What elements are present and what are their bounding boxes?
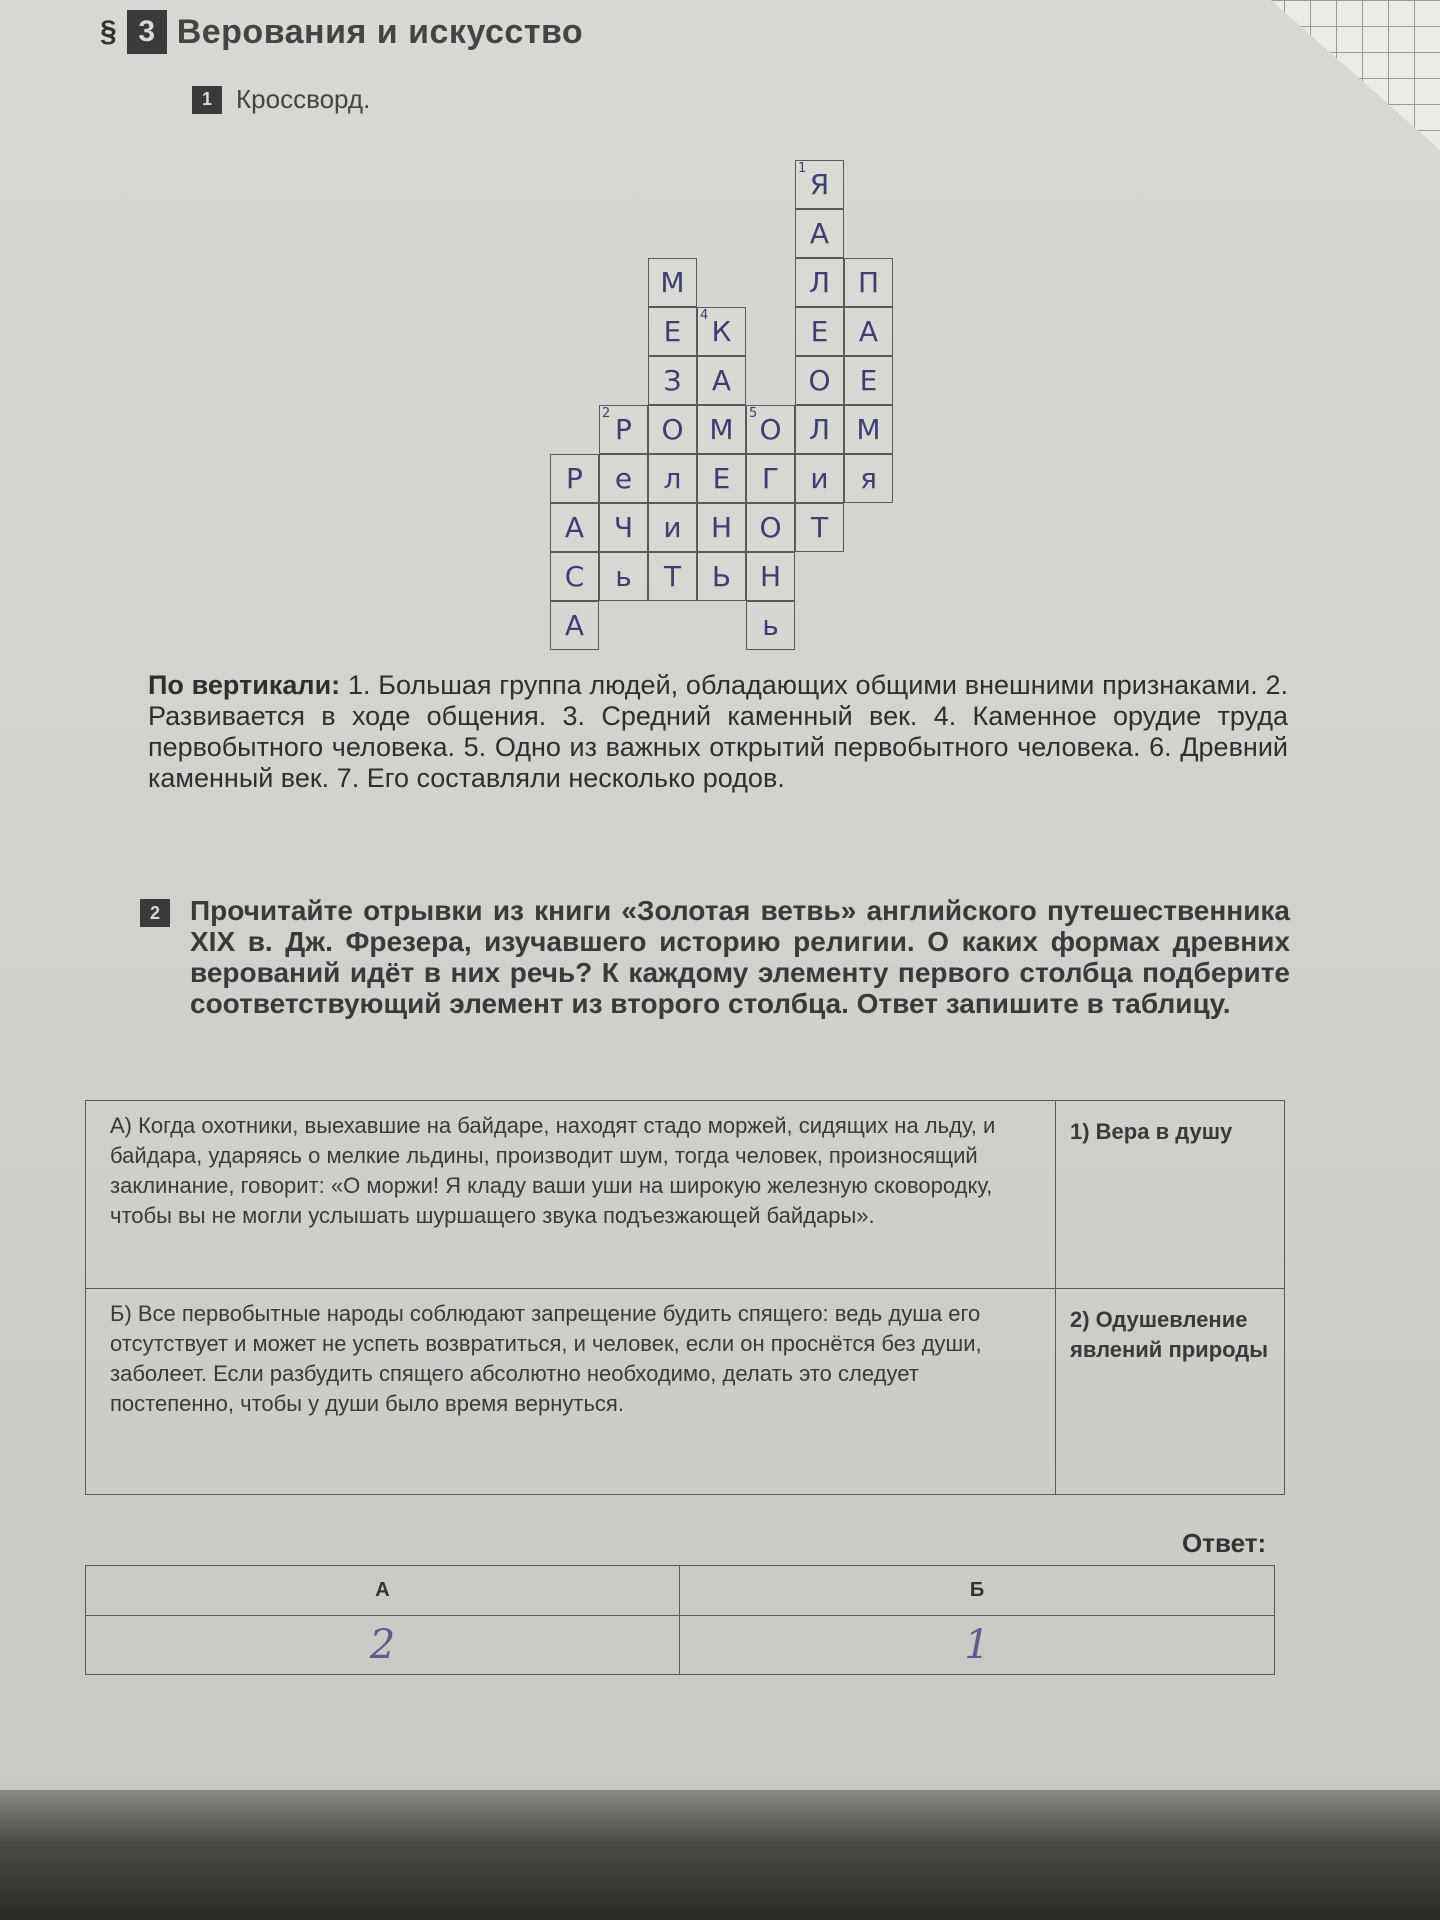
crossword-grid bbox=[550, 160, 930, 660]
crossword-letter: З bbox=[663, 364, 682, 397]
crossword-cell[interactable] bbox=[795, 356, 844, 405]
answer-value-a[interactable]: 2 bbox=[86, 1616, 680, 1674]
crossword-cell[interactable] bbox=[795, 307, 844, 356]
crossword-letter: А bbox=[564, 609, 585, 642]
task2-instructions: Прочитайте отрывки из книги «Золотая ветвь» английского путешественника XIX в. Дж. Фрезера, изучавшего историю религии. О каких формах древних верований идёт в них речь? К каждому элементу первого столбца подберите соответствующий элемент из второго столбца. Ответ запишите в таблицу. bbox=[190, 895, 1290, 1019]
crossword-letter: Т bbox=[663, 560, 682, 593]
crossword-letter: ь bbox=[762, 609, 779, 642]
crossword-cell[interactable] bbox=[746, 601, 795, 650]
crossword-letter: Л bbox=[808, 266, 831, 299]
answer-header-b: Б bbox=[680, 1566, 1274, 1616]
section-number: 3 bbox=[127, 10, 167, 54]
crossword-cell[interactable] bbox=[697, 356, 746, 405]
crossword-letter: ь bbox=[615, 560, 632, 593]
crossword-clue-number: 5 bbox=[749, 406, 758, 421]
crossword-letter: А bbox=[564, 511, 585, 544]
crossword-letter: Ь bbox=[711, 560, 732, 593]
crossword-letter: О bbox=[759, 413, 782, 446]
excerpt-b: Б) Все первобытные народы соблюдают запрещение будить спящего: ведь душа его отсутствует и может не успеть возвратиться, и человек, если он проснётся без души, заболеет. Если разбудить спящего абсолютно необходимо, делать это следует постепенно, чтобы у души было время вернуться. bbox=[86, 1289, 1056, 1494]
task1-title: Кроссворд. bbox=[236, 84, 371, 114]
crossword-cell[interactable] bbox=[746, 552, 795, 601]
task1-label bbox=[192, 84, 370, 115]
answer-label: Ответ: bbox=[1182, 1528, 1267, 1558]
crossword-clues bbox=[148, 670, 1288, 794]
crossword-clue-number: 4 bbox=[700, 308, 709, 323]
crossword-cell[interactable] bbox=[697, 552, 746, 601]
answer-value-b[interactable]: 1 bbox=[964, 1622, 990, 1668]
matching-row-a bbox=[86, 1101, 1284, 1289]
crossword-letter: С bbox=[564, 560, 585, 593]
crossword-cell[interactable] bbox=[550, 601, 599, 650]
crossword-letter: и bbox=[810, 462, 829, 495]
crossword-letter: е bbox=[614, 462, 633, 495]
option-1: 1) Вера в душу bbox=[1070, 1119, 1233, 1144]
crossword-letter: и bbox=[663, 511, 682, 544]
crossword-letter: А bbox=[809, 217, 830, 250]
task2-number: 2 bbox=[140, 899, 170, 927]
crossword-letter: Е bbox=[859, 364, 878, 397]
crossword-letter: я bbox=[860, 462, 877, 495]
section-title: Верования и искусство bbox=[176, 12, 584, 51]
crossword-cell[interactable] bbox=[599, 405, 648, 454]
crossword-clue-number: 2 bbox=[602, 406, 611, 421]
crossword-cell[interactable] bbox=[648, 356, 697, 405]
crossword-cell[interactable] bbox=[746, 405, 795, 454]
crossword-cell[interactable] bbox=[795, 160, 844, 209]
clues-heading: По вертикали: bbox=[148, 670, 341, 700]
crossword-letter: М bbox=[856, 413, 881, 446]
task2 bbox=[140, 895, 1290, 1019]
crossword-cell[interactable] bbox=[746, 503, 795, 552]
crossword-clue-number: 1 bbox=[798, 161, 807, 176]
crossword-cell[interactable] bbox=[746, 454, 795, 503]
crossword-letter: М bbox=[709, 413, 734, 446]
crossword-letter: П bbox=[857, 266, 880, 299]
matching-table bbox=[85, 1100, 1285, 1495]
crossword-letter: О bbox=[759, 511, 782, 544]
crossword-letter: А bbox=[711, 364, 732, 397]
crossword-letter: Р bbox=[566, 462, 583, 495]
matching-row-b bbox=[86, 1289, 1284, 1494]
crossword-cell[interactable] bbox=[697, 405, 746, 454]
crossword-letter: Е bbox=[810, 315, 829, 348]
crossword-cell[interactable] bbox=[648, 503, 697, 552]
page-shadow-edge bbox=[0, 1790, 1440, 1920]
crossword-cell[interactable] bbox=[648, 307, 697, 356]
crossword-cell[interactable] bbox=[648, 258, 697, 307]
clues-text: 1. Большая группа людей, обладающих общими внешними признаками. 2. Развивается в ходе общения. 3. Средний каменный век. 4. Каменное орудие труда первобытного человека. 5. Одно из важных открытий первобытного человека. 6. Древний каменный век. 7. Его составляли несколько родов. bbox=[148, 670, 1288, 793]
crossword-letter: л bbox=[663, 462, 682, 495]
crossword-letter: Л bbox=[808, 413, 831, 446]
crossword-cell[interactable] bbox=[697, 454, 746, 503]
crossword-cell[interactable] bbox=[844, 307, 893, 356]
crossword-cell[interactable] bbox=[844, 454, 893, 503]
crossword-letter: Г bbox=[761, 462, 780, 495]
crossword-cell[interactable] bbox=[648, 454, 697, 503]
crossword-letter: К bbox=[711, 315, 732, 348]
answer-header-a: А bbox=[86, 1566, 680, 1616]
grid-paper-corner bbox=[1180, 0, 1440, 150]
crossword-letter: Е bbox=[663, 315, 682, 348]
crossword-cell[interactable] bbox=[550, 552, 599, 601]
task1-number: 1 bbox=[192, 86, 222, 114]
crossword-letter: Т bbox=[810, 511, 829, 544]
crossword-cell[interactable] bbox=[844, 405, 893, 454]
crossword-cell[interactable] bbox=[599, 503, 648, 552]
option-2: 2) Одушевление явлений природы bbox=[1070, 1307, 1269, 1362]
crossword-letter: Е bbox=[712, 462, 731, 495]
crossword-cell[interactable] bbox=[550, 503, 599, 552]
crossword-letter: Н bbox=[759, 560, 782, 593]
crossword-cell[interactable] bbox=[697, 307, 746, 356]
crossword-cell[interactable] bbox=[599, 552, 648, 601]
crossword-cell[interactable] bbox=[795, 405, 844, 454]
crossword-cell[interactable] bbox=[795, 503, 844, 552]
crossword-cell[interactable] bbox=[795, 209, 844, 258]
excerpt-a: А) Когда охотники, выехавшие на байдаре, находят стадо моржей, сидящих на льду, и байдара, ударяясь о мелкие льдины, производит шум, тогда человек, произносящий заклинание, говорит: «О моржи! Я кладу ваши уши на широкую железную сковородку, чтобы вы не могли услышать шуршащего звука подъезжающей байдары». bbox=[86, 1101, 1056, 1288]
crossword-cell[interactable] bbox=[550, 454, 599, 503]
crossword-cell[interactable] bbox=[648, 405, 697, 454]
crossword-letter: Н bbox=[710, 511, 733, 544]
crossword-cell[interactable] bbox=[844, 258, 893, 307]
crossword-letter: Р bbox=[615, 413, 632, 446]
crossword-letter: Я bbox=[809, 168, 830, 201]
crossword-cell[interactable] bbox=[844, 356, 893, 405]
crossword-cell[interactable] bbox=[795, 258, 844, 307]
paragraph-sign: § bbox=[100, 15, 117, 48]
crossword-cell[interactable] bbox=[599, 454, 648, 503]
answer-table bbox=[85, 1565, 1275, 1675]
crossword-letter: О bbox=[661, 413, 684, 446]
crossword-letter: О bbox=[808, 364, 831, 397]
crossword-cell[interactable] bbox=[648, 552, 697, 601]
crossword-cell[interactable] bbox=[697, 503, 746, 552]
section-header bbox=[100, 10, 583, 54]
crossword-cell[interactable] bbox=[795, 454, 844, 503]
crossword-letter: Ч bbox=[613, 511, 634, 544]
crossword-letter: А bbox=[858, 315, 879, 348]
crossword-letter: М bbox=[660, 266, 685, 299]
